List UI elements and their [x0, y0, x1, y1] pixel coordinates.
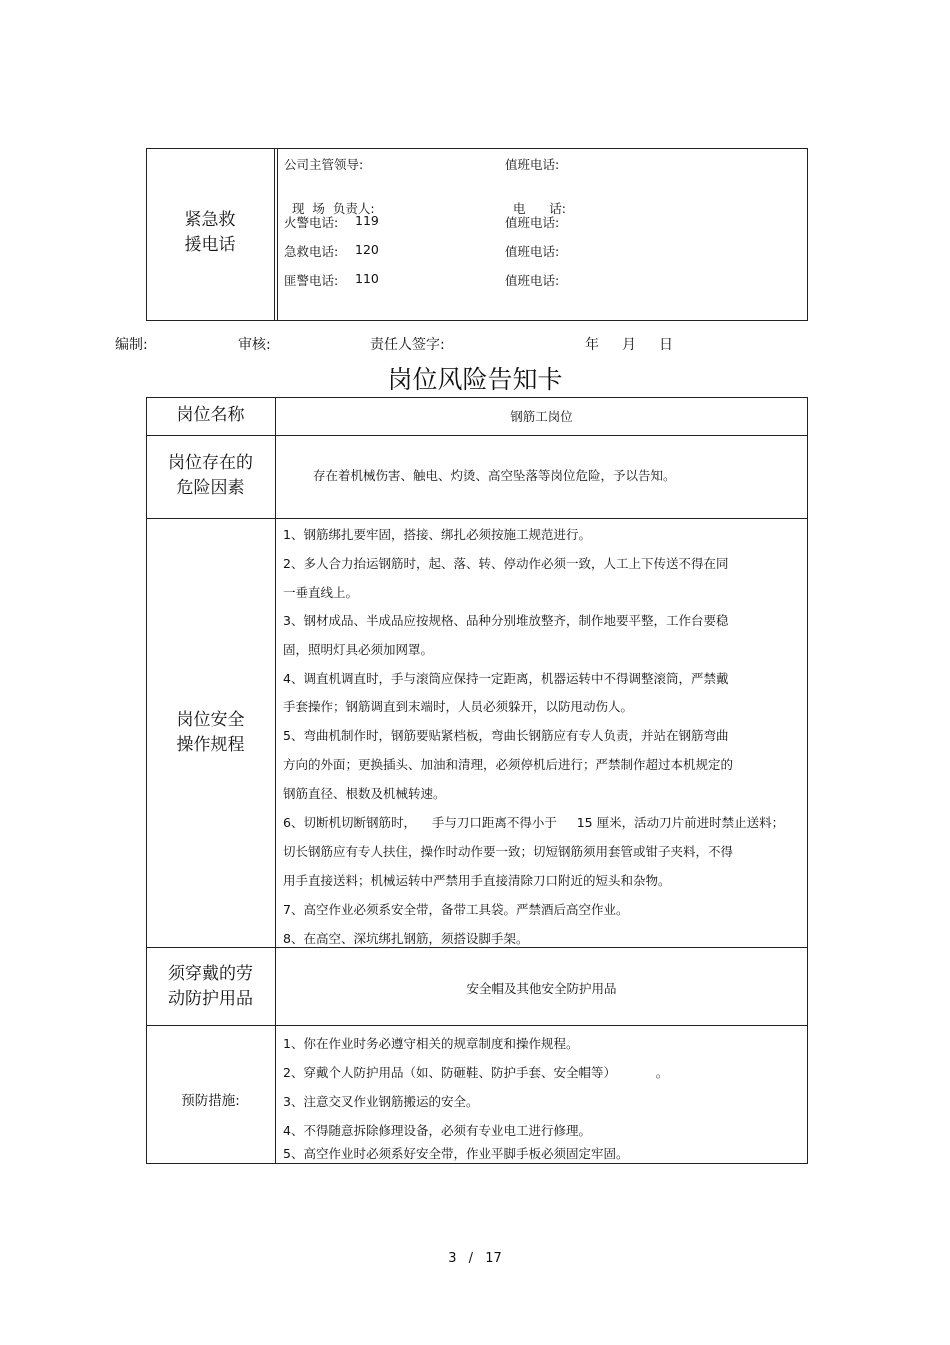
safety-rule-line: 7、高空作业必须系安全带，备带工具袋。严禁酒后高空作业。 — [283, 902, 629, 917]
compiled-by-label: 编制: — [115, 337, 148, 353]
safety-rule-line: 固，照明灯具必须加网罩。 — [283, 642, 434, 657]
emergency-row-right: 值班电话: — [505, 273, 560, 288]
safety-rule-line: 一垂直线上。 — [283, 585, 359, 600]
emergency-label: 紧急救 援电话 — [184, 210, 236, 255]
risk-card-column-divider — [275, 397, 276, 1164]
ppe-label: 须穿戴的劳 动防护用品 — [168, 964, 253, 1009]
safety-rule-line: 钢筋直径、根数及机械转速。 — [283, 786, 446, 801]
date-day: 日 — [659, 337, 673, 353]
prevention-line: 1、你在作业时务必遵守相关的规章制度和操作规程。 — [283, 1036, 579, 1051]
safety-rule-line: 3、钢材成品、半成品应按规格、品种分别堆放整齐，制作地要平整，工作台要稳 — [283, 613, 729, 628]
page-total: 17 — [485, 1251, 502, 1266]
emergency-row-right: 值班电话: — [505, 244, 560, 259]
responsible-signature-label: 责任人签字: — [370, 337, 445, 353]
safety-rule-line: 1、钢筋绑扎要牢固，搭接、绑扎必须按施工规范进行。 — [283, 527, 591, 542]
emergency-row-right: 值班电话: — [505, 215, 560, 230]
prevention-line: 5、高空作业时必须系好安全带，作业平脚手板必须固定牢固。 — [283, 1146, 629, 1161]
card-title: 岗位风险告知卡 — [387, 365, 563, 394]
safety-rule-line: 4、调直机调直时，手与滚筒应保持一定距离，机器运转中不得调整滚筒，严禁戴 — [283, 671, 729, 686]
row-divider — [146, 1025, 808, 1026]
safety-rule-line: 方向的外面；更换插头、加油和清理，必须停机后进行；严禁制作超过本机规定的 — [283, 757, 734, 772]
safety-rules-label: 岗位安全 操作规程 — [176, 710, 245, 755]
row-divider — [146, 435, 808, 436]
emergency-row: 现 场 负责人: — [291, 201, 375, 216]
page-current: 3 — [448, 1251, 457, 1266]
emergency-row-right: 值班电话: — [505, 157, 560, 172]
page-number — [0, 1251, 950, 1266]
reviewed-by-label: 审核: — [238, 337, 271, 353]
safety-rule-line: 5、弯曲机制作时，钢筋要贴紧档板，弯曲长钢筋应有专人负责，并站在钢筋弯曲 — [283, 728, 729, 743]
hazards-value: 存在着机械伤害、触电、灼烫、高空坠落等岗位危险，予以告知。 — [313, 468, 676, 483]
prevention-line: 3、注意交叉作业钢筋搬运的安全。 — [283, 1094, 479, 1109]
date-month: 月 — [622, 337, 636, 353]
emergency-row-number: 120 — [355, 242, 379, 257]
emergency-row-right: 电 话: — [512, 201, 567, 216]
page-separator: / — [468, 1251, 474, 1266]
hazards-label: 岗位存在的 危险因素 — [168, 453, 253, 498]
safety-rule-line: 2、多人合力抬运钢筋时，起、落、转、停动作必须一致，人工上下传送不得在同 — [283, 556, 729, 571]
emergency-row: 急救电话: — [284, 244, 339, 259]
emergency-divider-double — [277, 148, 278, 321]
row-divider — [146, 947, 808, 948]
prevention-label: 预防措施: — [181, 1093, 240, 1109]
row-divider — [146, 518, 808, 519]
prevention-line: 2、穿戴个人防护用品（如、防砸鞋、防护手套、安全帽等） 。 — [283, 1065, 669, 1080]
date-year: 年 — [585, 337, 599, 353]
post-name-label: 岗位名称 — [176, 405, 245, 425]
post-name-value: 钢筋工岗位 — [510, 409, 573, 424]
safety-rule-line: 8、在高空、深坑绑扎钢筋，须搭设脚手架。 — [283, 931, 529, 946]
safety-rule-line: 6、切断机切断钢筋时， 手与刀口距离不得小于 15 厘米，活动刀片前进时禁止送料； — [283, 815, 785, 830]
ppe-value: 安全帽及其他安全防护用品 — [466, 981, 617, 996]
emergency-row: 火警电话: — [284, 215, 339, 230]
safety-rule-line: 切长钢筋应有专人扶住，操作时动作要一致；切短钢筋须用套管或钳子夹料，不得 — [283, 844, 734, 859]
emergency-row: 公司主管领导: — [284, 157, 364, 172]
emergency-divider — [274, 148, 275, 321]
emergency-row-number: 119 — [355, 213, 379, 228]
prevention-line: 4、不得随意拆除修理设备，必须有专业电工进行修理。 — [283, 1123, 591, 1138]
safety-rule-line: 用手直接送料；机械运转中严禁用手直接清除刀口附近的短头和杂物。 — [283, 873, 671, 888]
safety-rule-line: 手套操作；钢筋调直到末端时，人员必须躲开，以防甩动伤人。 — [283, 699, 634, 714]
emergency-row-number: 110 — [355, 271, 379, 286]
emergency-row: 匪警电话: — [284, 273, 339, 288]
